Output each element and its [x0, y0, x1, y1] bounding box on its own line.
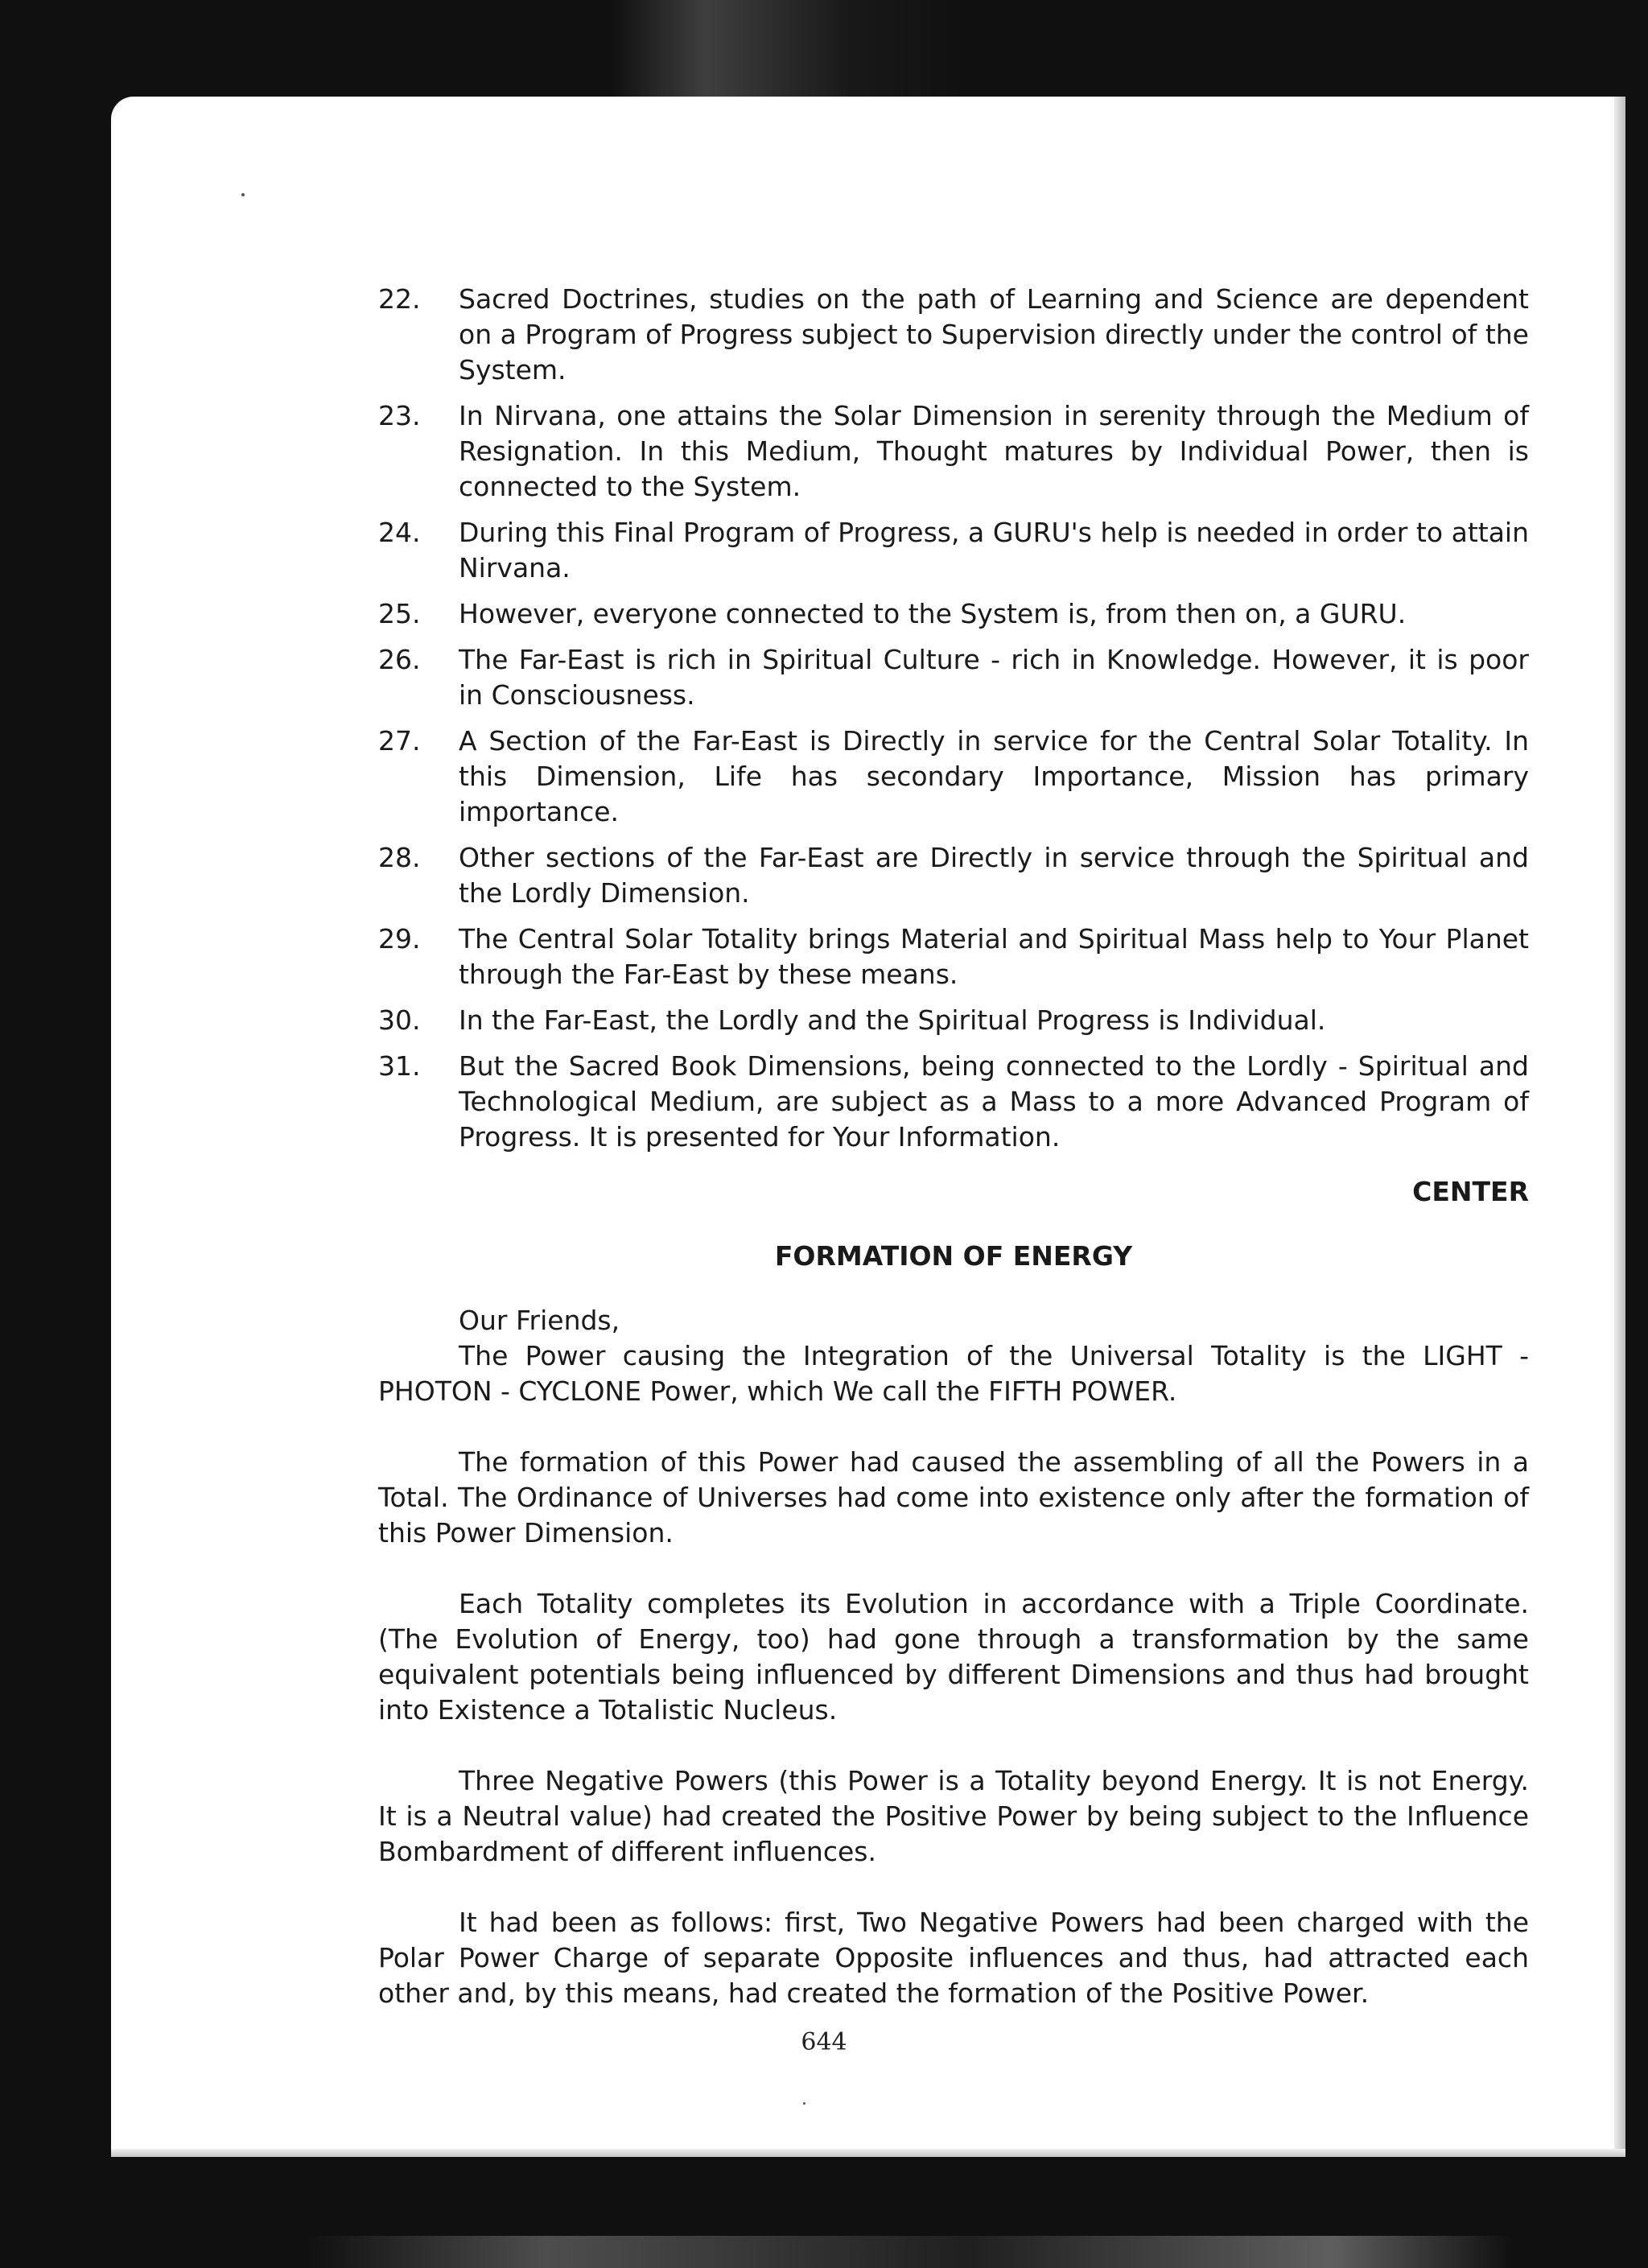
- item-text: In Nirvana, one attains the Solar Dimension in serenity through the Medium of Resignation. In this Medium, Thought matures by Individual Power, then is connected to the System.: [459, 400, 1529, 502]
- numbered-item: [378, 840, 1529, 911]
- body-paragraph: Each Totality completes its Evolution in accordance with a Triple Coordinate. (The Evolution of Energy, too) had gone through a transformation by the same equivalent potentials being influenced by different Dimensions and thus had brought into Existence a Totalistic Nucleus.: [378, 1588, 1529, 1726]
- scan-glare-top: [612, 0, 1400, 101]
- item-number: 23.: [378, 400, 421, 431]
- item-number: 25.: [378, 598, 421, 629]
- item-number: 24.: [378, 517, 421, 548]
- item-number: 30.: [378, 1004, 421, 1036]
- body-paragraph: It had been as follows: first, Two Negative Powers had been charged with the Polar Power Charge of separate Opposite influences and thus, had attracted each other and, by this means, had created the formation of the Positive Power.: [378, 1907, 1529, 2009]
- signature-center: CENTER: [1412, 1176, 1529, 1207]
- body-paragraph: The formation of this Power had caused the assembling of all the Powers in a Total. The Ordinance of Universes had come into existence only after the formation of this Power Dimension.: [378, 1446, 1529, 1548]
- item-number: 29.: [378, 923, 421, 955]
- numbered-item: [378, 515, 1529, 586]
- numbered-item: [378, 1049, 1529, 1155]
- item-text: In the Far-East, the Lordly and the Spiritual Progress is Individual.: [459, 1004, 1326, 1036]
- item-text: During this Final Program of Progress, a GURU's help is needed in order to attain Nirvana.: [459, 517, 1529, 583]
- body-paragraph: The Power causing the Integration of the Universal Totality is the LIGHT - PHOTON - CYCLONE Power, which We call the FIFTH POWER.: [378, 1340, 1529, 1407]
- dust-speck: [241, 193, 245, 196]
- dust-speck: [803, 2102, 805, 2105]
- item-number: 31.: [378, 1050, 421, 1082]
- item-text: The Far-East is rich in Spiritual Culture - rich in Knowledge. However, it is poor in Consciousness.: [459, 644, 1529, 711]
- item-number: 28.: [378, 842, 421, 873]
- scan-glare-bottom: [306, 2236, 1513, 2268]
- page-content: [378, 282, 1529, 2047]
- numbered-item: [378, 1003, 1529, 1038]
- section-heading: FORMATION OF ENERGY: [774, 1240, 1133, 1272]
- page-edge-right: [1614, 97, 1625, 2157]
- item-text: However, everyone connected to the System is, from then on, a GURU.: [459, 598, 1407, 629]
- numbered-item: [378, 282, 1529, 388]
- page-number: 644: [801, 2028, 847, 2056]
- item-text: A Section of the Far-East is Directly in service for the Central Solar Totality. In this Dimension, Life has secondary Importance, Mission has primary importance.: [459, 725, 1529, 827]
- numbered-item: [378, 922, 1529, 992]
- numbered-item: [378, 642, 1529, 713]
- item-number: 22.: [378, 283, 421, 315]
- item-text: But the Sacred Book Dimensions, being connected to the Lordly - Spiritual and Technological Medium, are subject as a Mass to a more Advanced Program of Progress. It is presented for Your Information.: [459, 1050, 1529, 1153]
- numbered-item: [378, 398, 1529, 505]
- page-edge-bottom: [111, 2149, 1625, 2157]
- greeting: Our Friends,: [459, 1305, 620, 1336]
- item-number: 26.: [378, 644, 421, 675]
- item-number: 27.: [378, 725, 421, 757]
- item-text: Sacred Doctrines, studies on the path of Learning and Science are dependent on a Program of Progress subject to Supervision directly under the control of the System.: [459, 283, 1529, 386]
- body-paragraph: Three Negative Powers (this Power is a Totality beyond Energy. It is not Energy. It is a Neutral value) had created the Positive Power by being subject to the Influence Bombardment of different influences.: [378, 1765, 1529, 1867]
- numbered-item: [378, 596, 1529, 632]
- numbered-item: [378, 724, 1529, 830]
- item-text: Other sections of the Far-East are Directly in service through the Spiritual and the Lordly Dimension.: [459, 842, 1529, 909]
- item-text: The Central Solar Totality brings Material and Spiritual Mass help to Your Planet through the Far-East by these means.: [459, 923, 1529, 990]
